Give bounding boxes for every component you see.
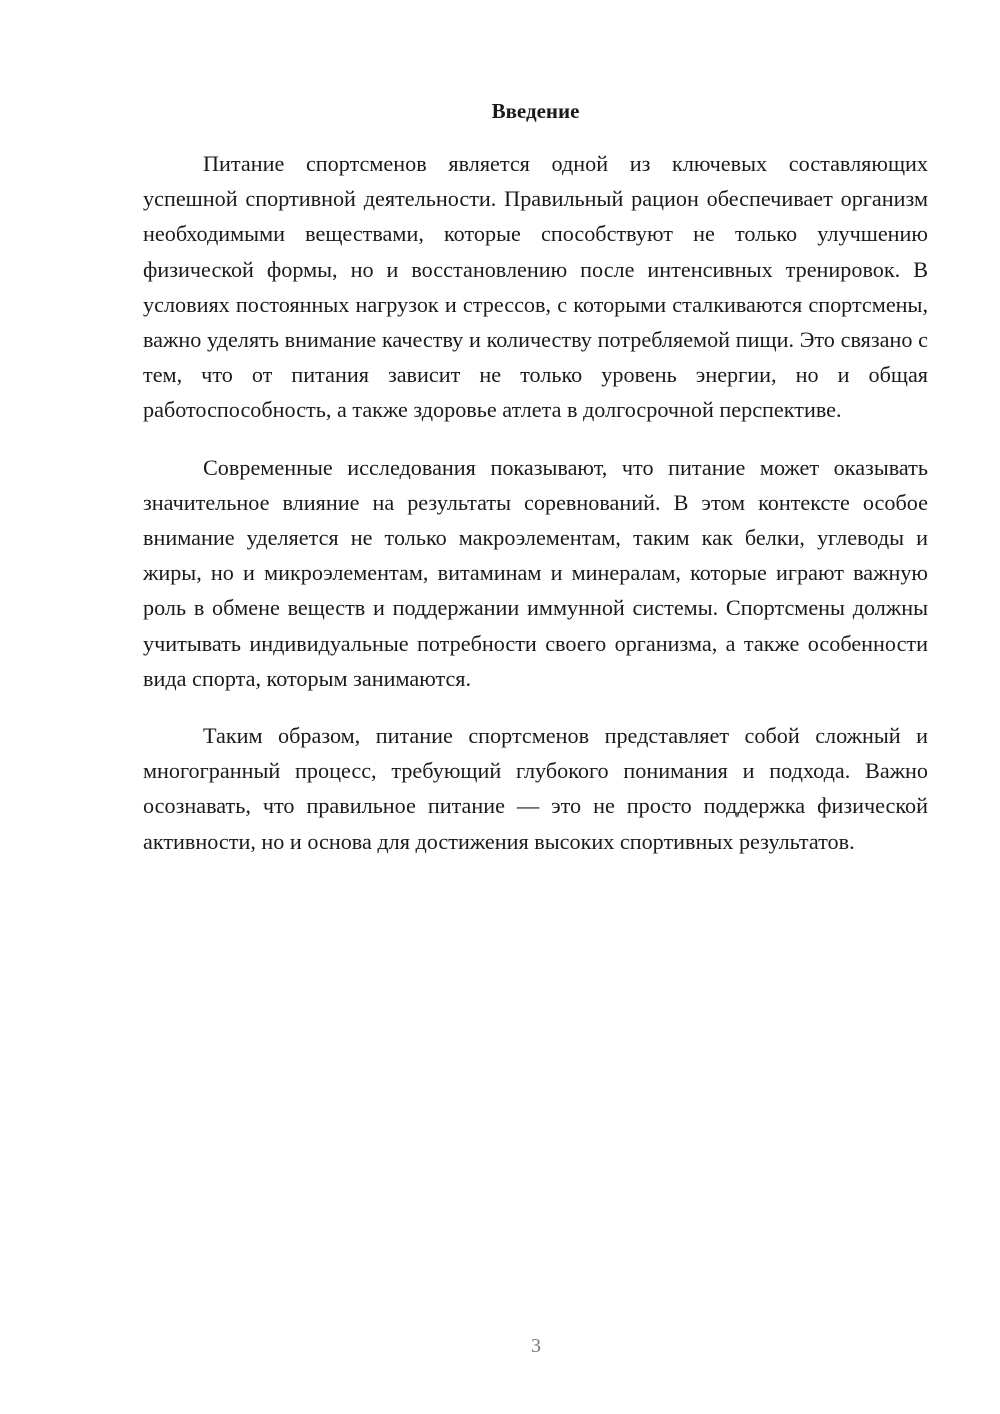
paragraph-2: Современные исследования показывают, что питание может оказывать значительное влияние на результаты соревнований. В этом контексте особое внимание уделяется не только макроэлементам, таким как белки, углеводы и жиры, но и микроэлементам, витаминам и минералам, которые играют важную роль в обмене веществ и поддержании иммунной системы. Спортсмены должны учитывать индивидуальные потребности своего организма, а также особенности вида спорта, которым занимаются. — [143, 454, 928, 691]
document-page — [143, 96, 928, 881]
paragraph-3: Таким образом, питание спортсменов представляет собой сложный и многогранный процесс, требующий глубокого понимания и подхода. Важно осознавать, что правильное питание — это не просто поддержка физической активности, но и основа для достижения высоких спортивных результатов. — [143, 723, 928, 854]
page-number: 3 — [531, 1335, 541, 1357]
paragraph-1: Питание спортсменов является одной из ключевых составляющих успешной спортивной деятельности. Правильный рацион обеспечивает организм необходимыми веществами, которые способствуют не только улучшению физической формы, но и восстановлению после интенсивных тренировок. В условиях постоянных нагрузок и стрессов, с которыми сталкиваются спортсмены, важно уделять внимание качеству и количеству потребляемой пищи. Это связано с тем, что от питания зависит не только уровень энергии, но и общая работоспособность, а также здоровье атлета в долгосрочной перспективе. — [143, 151, 928, 423]
section-title: Введение — [491, 99, 580, 123]
